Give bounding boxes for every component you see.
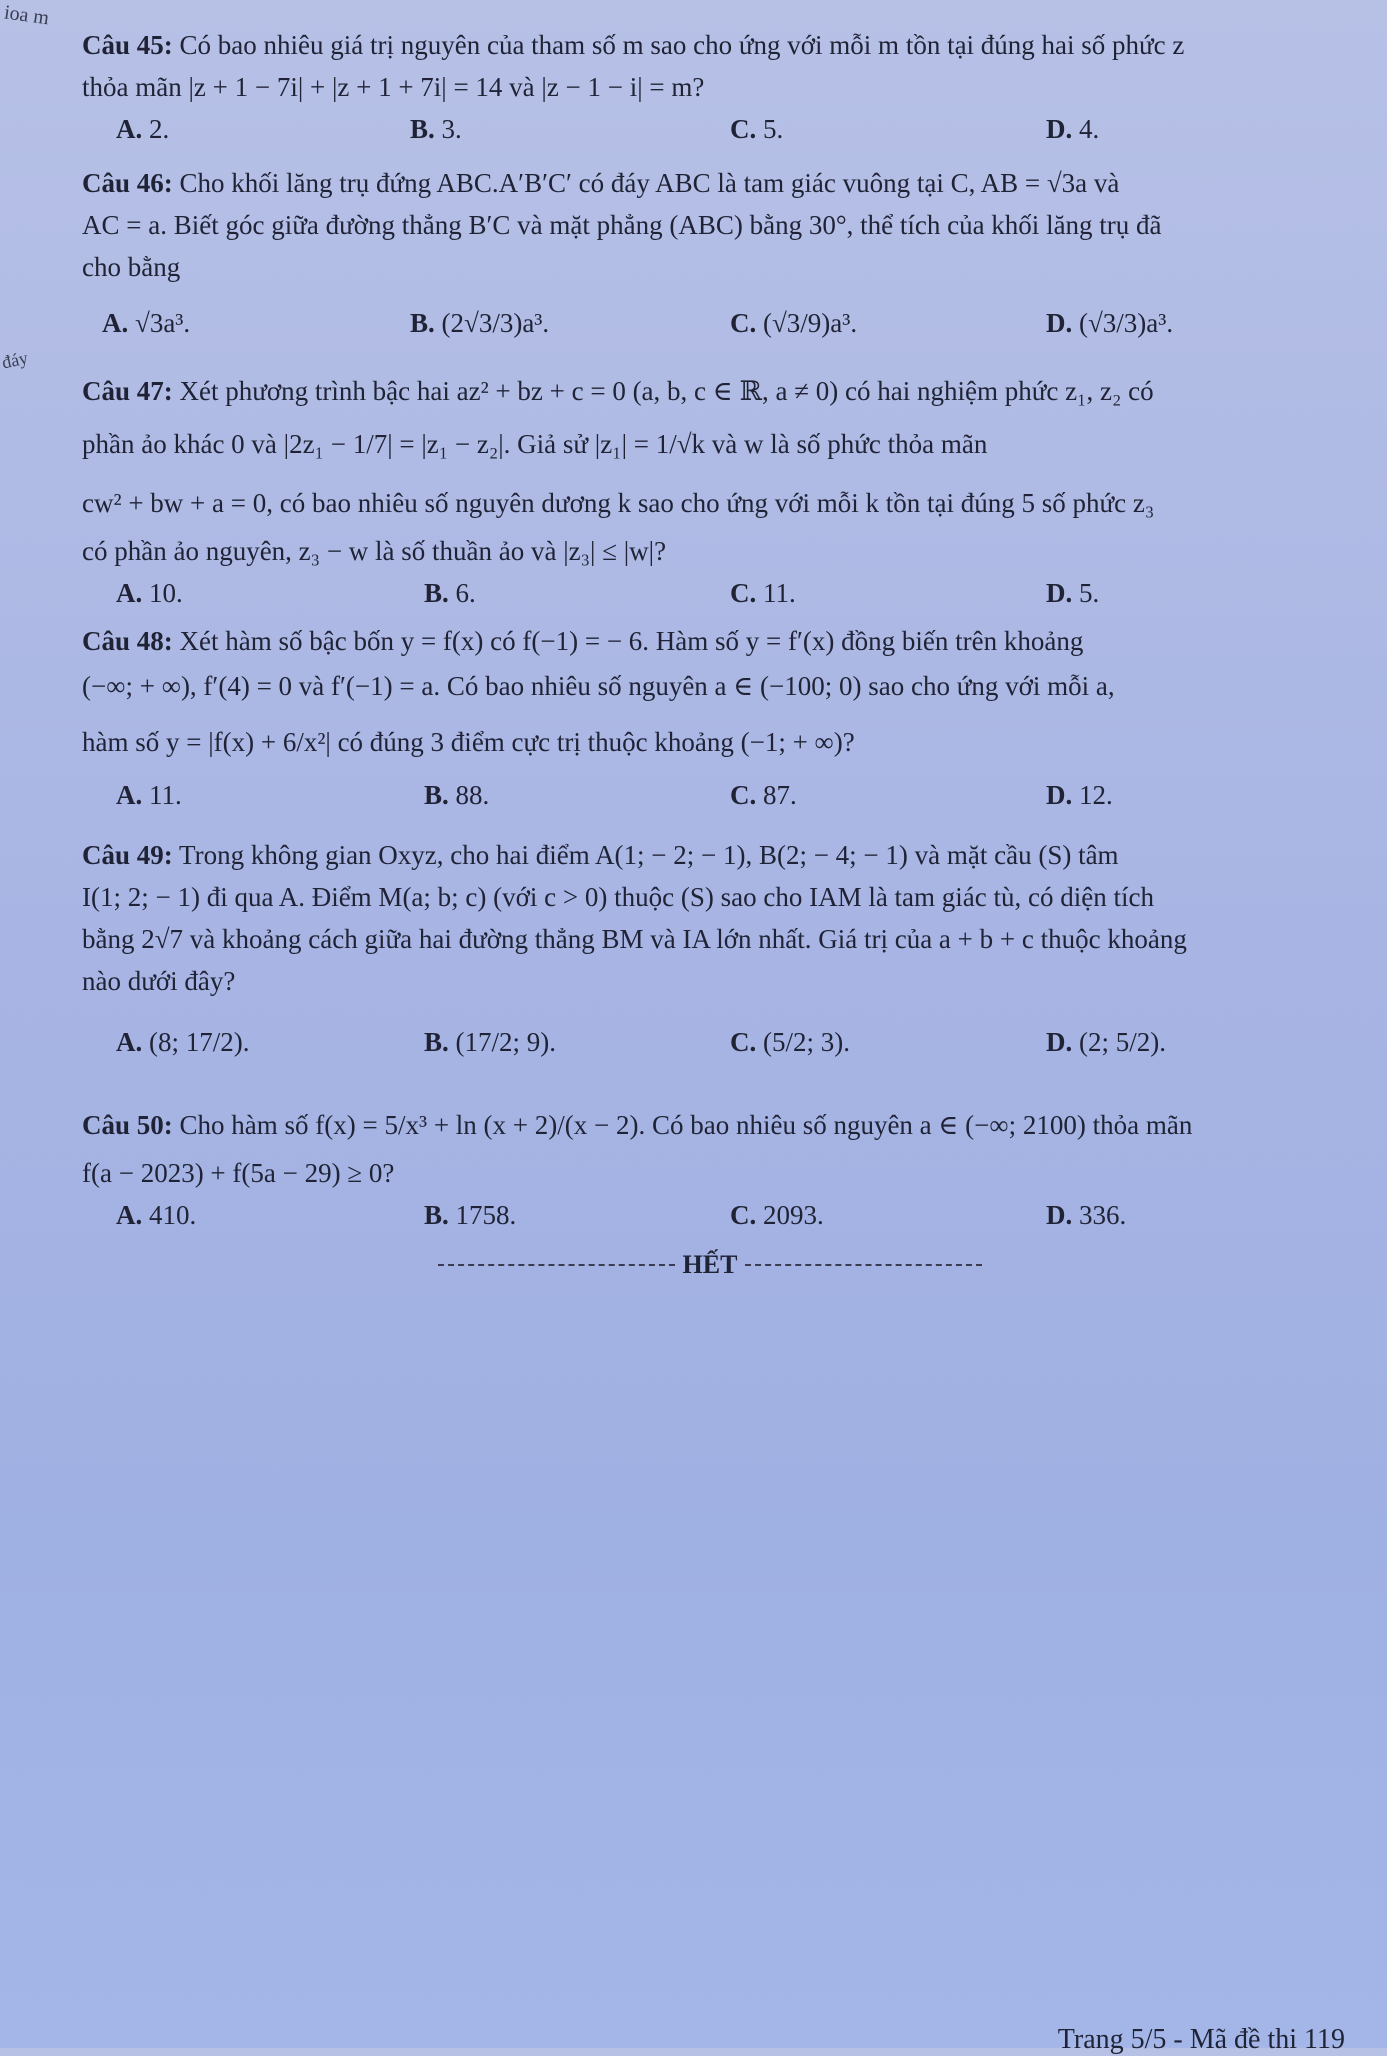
q48-text-1: Xét hàm số bậc bốn y = f(x) có f(−1) = − 6. Hàm số y = f′(x) đồng biến trên khoảng bbox=[179, 626, 1084, 656]
question-47 bbox=[82, 370, 1347, 614]
q50-text-1: Cho hàm số f(x) = 5/x³ + ln (x + 2)/(x − 2). Có bao nhiêu số nguyên a ∈ (−∞; 2100) thỏa mãn bbox=[179, 1110, 1193, 1140]
q46-option-d: D. (√3/3)a³. bbox=[1046, 308, 1174, 338]
q48-option-c: C. 87. bbox=[730, 780, 797, 810]
q49-label: Câu 49: bbox=[82, 840, 173, 870]
q49-option-d: D. (2; 5/2). bbox=[1046, 1027, 1166, 1057]
q45-options bbox=[82, 108, 1347, 150]
q47-options bbox=[82, 572, 1347, 614]
q50-options bbox=[82, 1194, 1347, 1236]
q48-option-a: A. 11. bbox=[116, 780, 182, 810]
q50-option-a: A. 410. bbox=[116, 1200, 197, 1230]
q46-line-1 bbox=[82, 162, 1347, 204]
q46-label: Câu 46: bbox=[82, 168, 173, 198]
q48-option-b: B. 88. bbox=[424, 780, 490, 810]
question-49 bbox=[82, 834, 1347, 1082]
q50-line-2: f(a − 2023) + f(5a − 29) ≥ 0? bbox=[82, 1158, 395, 1188]
q47-option-b: B. 6. bbox=[424, 578, 476, 608]
q45-label: Câu 45: bbox=[82, 30, 173, 60]
q47-line-4: có phần ảo nguyên, z₃ − w là số thuần ảo và |z₃| ≤ |w|? bbox=[82, 536, 667, 566]
q47-line-1 bbox=[82, 370, 1347, 412]
q49-option-b: B. (17/2; 9). bbox=[424, 1027, 557, 1057]
q49-text-1: Trong không gian Oxyz, cho hai điểm A(1; − 2; − 1), B(2; − 4; − 1) và mặt cầu (S) tâm bbox=[179, 840, 1119, 870]
end-left-divider bbox=[438, 1264, 675, 1266]
q50-option-b: B. 1758. bbox=[424, 1200, 517, 1230]
q48-option-d: D. 12. bbox=[1046, 780, 1113, 810]
question-48 bbox=[82, 620, 1347, 816]
q47-text-1: Xét phương trình bậc hai az² + bz + c = 0 (a, b, c ∈ ℝ, a ≠ 0) có hai nghiệm phức z₁, z₂ có bbox=[179, 376, 1154, 406]
q47-option-c: C. 11. bbox=[730, 578, 796, 608]
q47-option-a: A. 10. bbox=[116, 578, 183, 608]
q49-options bbox=[82, 1002, 1347, 1082]
q48-line-3: hàm số y = |f(x) + 6/x²| có đúng 3 điểm cực trị thuộc khoảng (−1; + ∞)? bbox=[82, 727, 855, 757]
q45-line-2: thỏa mãn |z + 1 − 7i| + |z + 1 + 7i| = 14 và |z − 1 − i| = m? bbox=[82, 72, 705, 102]
end-right-divider bbox=[745, 1264, 982, 1266]
q48-label: Câu 48: bbox=[82, 626, 173, 656]
q45-option-a: A. 2. bbox=[116, 114, 170, 144]
q50-label: Câu 50: bbox=[82, 1110, 173, 1140]
q45-option-c: C. 5. bbox=[730, 114, 784, 144]
q46-option-a: A. √3a³. bbox=[102, 308, 191, 338]
q49-line-3: bằng 2√7 và khoảng cách giữa hai đường thẳng BM và IA lớn nhất. Giá trị của a + b + c thuộc khoảng bbox=[82, 924, 1187, 954]
q48-options bbox=[82, 774, 1347, 816]
q47-line-3: cw² + bw + a = 0, có bao nhiêu số nguyên dương k sao cho ứng với mỗi k tồn tại đúng 5 số phức z₃ bbox=[82, 488, 1155, 518]
q45-line-1 bbox=[82, 24, 1347, 66]
q49-line-1 bbox=[82, 834, 1347, 876]
q48-line-2: (−∞; + ∞), f′(4) = 0 và f′(−1) = a. Có bao nhiêu số nguyên a ∈ (−100; 0) sao cho ứng với mỗi a, bbox=[82, 671, 1115, 701]
question-46 bbox=[82, 162, 1347, 358]
corner-text-fragment: ioa m bbox=[2, 1, 51, 30]
margin-text-fragment: đáy bbox=[0, 347, 30, 373]
question-45 bbox=[82, 24, 1347, 150]
q50-line-1 bbox=[82, 1098, 1347, 1152]
q49-line-4: nào dưới đây? bbox=[82, 966, 236, 996]
q47-option-d: D. 5. bbox=[1046, 578, 1100, 608]
q49-option-c: C. (5/2; 3). bbox=[730, 1027, 850, 1057]
q50-option-c: C. 2093. bbox=[730, 1200, 824, 1230]
q48-line-1 bbox=[82, 620, 1347, 662]
q46-options bbox=[82, 288, 1347, 358]
q46-option-c: C. (√3/9)a³. bbox=[730, 308, 858, 338]
q46-option-b: B. (2√3/3)a³. bbox=[410, 308, 550, 338]
q50-option-d: D. 336. bbox=[1046, 1200, 1127, 1230]
q47-label: Câu 47: bbox=[82, 376, 173, 406]
end-text: HẾT bbox=[682, 1250, 738, 1279]
end-marker bbox=[430, 1250, 990, 1280]
q47-line-2: phần ảo khác 0 và |2z₁ − 1/7| = |z₁ − z₂|. Giả sử |z₁| = 1/√k và w là số phức thỏa mãn bbox=[82, 429, 988, 459]
q46-text-1: Cho khối lăng trụ đứng ABC.A′B′C′ có đáy ABC là tam giác vuông tại C, AB = √3a và bbox=[179, 168, 1120, 198]
question-50 bbox=[82, 1098, 1347, 1236]
page-footer: Trang 5/5 - Mã đề thi 119 bbox=[1057, 2024, 1345, 2055]
q49-option-a: A. (8; 17/2). bbox=[116, 1027, 250, 1057]
q46-line-2: AC = a. Biết góc giữa đường thẳng B′C và mặt phẳng (ABC) bằng 30°, thể tích của khối lăng trụ đã bbox=[82, 210, 1162, 240]
q45-text-1: Có bao nhiêu giá trị nguyên của tham số m sao cho ứng với mỗi m tồn tại đúng hai số phức z bbox=[179, 30, 1185, 60]
q46-line-3: cho bằng bbox=[82, 252, 181, 282]
q45-option-b: B. 3. bbox=[410, 114, 462, 144]
q49-line-2: I(1; 2; − 1) đi qua A. Điểm M(a; b; c) (với c > 0) thuộc (S) sao cho IAM là tam giác tù, có diện tích bbox=[82, 882, 1154, 912]
q45-option-d: D. 4. bbox=[1046, 114, 1100, 144]
